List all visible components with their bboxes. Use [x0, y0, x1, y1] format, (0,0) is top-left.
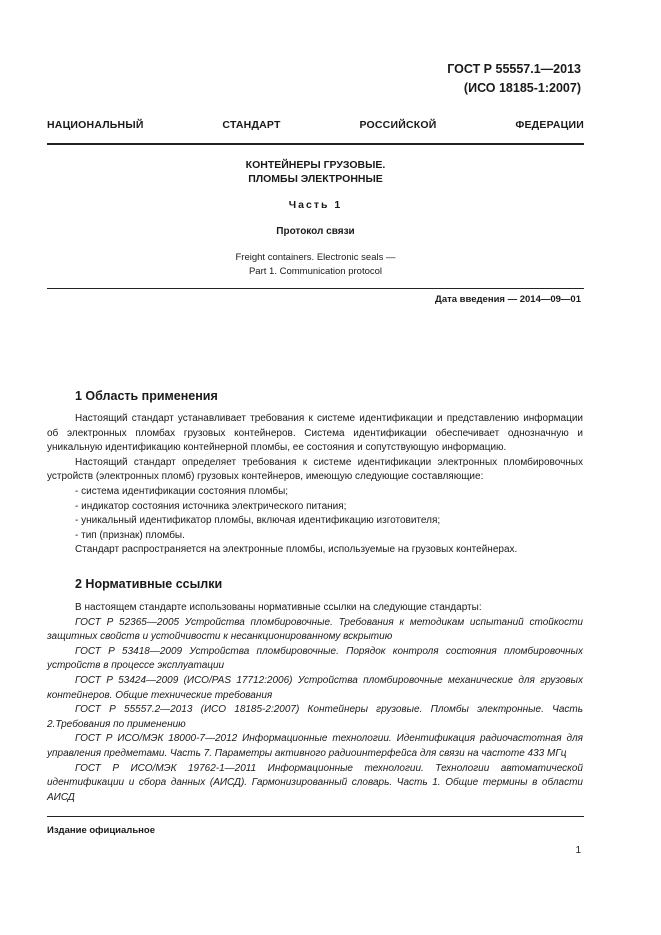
section1-paragraph: Стандарт распространяется на электронные пломбы, используемые на грузовых контейнерах.	[75, 544, 518, 556]
section1-list-item: - система идентификации состояния пломбы;	[75, 485, 289, 497]
section2-intro: В настоящем стандарте использованы нормативные ссылки на следующие стандарты:	[75, 602, 482, 613]
section1-list-item: - индикатор состояния источника электрического питания;	[75, 500, 347, 512]
normative-reference: ГОСТ Р 53424—2009 (ИСО/PAS 17712:2006) Устройства пломбировочные механические для грузовых контейнеров. Общие технические требования	[47, 674, 583, 701]
english-title-line1: Freight containers. Electronic seals —	[235, 252, 396, 263]
normative-reference: ГОСТ Р ИСО/МЭК 19762-1—2011 Информационные технологии. Технологии автоматической идентификации и сбора данных (АИСД). Гармонизированный словарь. Часть 1. Общие термины в области АИСД	[47, 762, 583, 803]
iso-number: (ИСО 18185-1:2007)	[463, 81, 581, 95]
effective-date: Дата введения — 2014—09—01	[435, 294, 581, 305]
normative-reference: ГОСТ Р 52365—2005 Устройства пломбировочные. Требования к методикам испытаний стойкости защитных свойств и устойчивости к несанкционированному вскрытию	[47, 616, 583, 643]
section1-heading: 1 Область применения	[75, 389, 218, 403]
section1-list-item: - уникальный идентификатор пломбы, включая идентификацию изготовителя;	[75, 515, 441, 527]
section2-body	[47, 601, 583, 805]
english-title-line2: Part 1. Communication protocol	[248, 266, 383, 277]
national-standard-title: НАЦИОНАЛЬНЫЙ СТАНДАРТ РОССИЙСКОЙ ФЕДЕРАЦИИ	[47, 119, 584, 131]
official-edition-label: Издание официальное	[47, 825, 155, 836]
section1-list-item: - тип (признак) пломбы.	[75, 529, 185, 541]
normative-reference: ГОСТ Р 55557.2—2013 (ИСО 18185-2:2007) Контейнеры грузовые. Пломбы электронные. Часть 2.Требования по применению	[47, 704, 583, 730]
title-divider	[47, 288, 584, 289]
gost-number: ГОСТ Р 55557.1—2013	[447, 62, 581, 76]
title-line2: ПЛОМБЫ ЭЛЕКТРОННЫЕ	[248, 173, 383, 185]
normative-reference: ГОСТ Р ИСО/МЭК 18000-7—2012 Информационные технологии. Идентификация радиочастотная для управления предметами. Часть 7. Параметры активного радиоинтерфейса для связи на частоте 433 МГц	[47, 733, 583, 759]
section1-body	[47, 412, 583, 558]
title-line1: КОНТЕЙНЕРЫ ГРУЗОВЫЕ.	[245, 159, 386, 171]
section2-heading: 2 Нормативные ссылки	[75, 577, 223, 591]
section1-paragraph: Настоящий стандарт устанавливает требования к системе идентификации и представлению информации об электронных пломбах грузовых контейнеров. Система идентификации обеспечивает однозначную и уникальную идентификацию контейнерной пломбы, ее состояния и сопутствующую информацию.	[47, 413, 583, 454]
header-divider	[47, 143, 584, 145]
normative-reference: ГОСТ Р 53418—2009 Устройства пломбировочные. Порядок контроля состояния пломбировочных устройств в процессе эксплуатации	[47, 645, 583, 672]
page-number: 1	[575, 845, 581, 856]
part-label: Часть 1	[288, 199, 343, 211]
subtitle: Протокол связи	[276, 226, 355, 237]
section1-paragraph: Настоящий стандарт определяет требования к системе идентификации электронных пломбировочных устройств (электронных пломб) грузовых контейнеров, имеющую следующие составляющие:	[47, 456, 583, 483]
footer-divider	[47, 816, 584, 817]
